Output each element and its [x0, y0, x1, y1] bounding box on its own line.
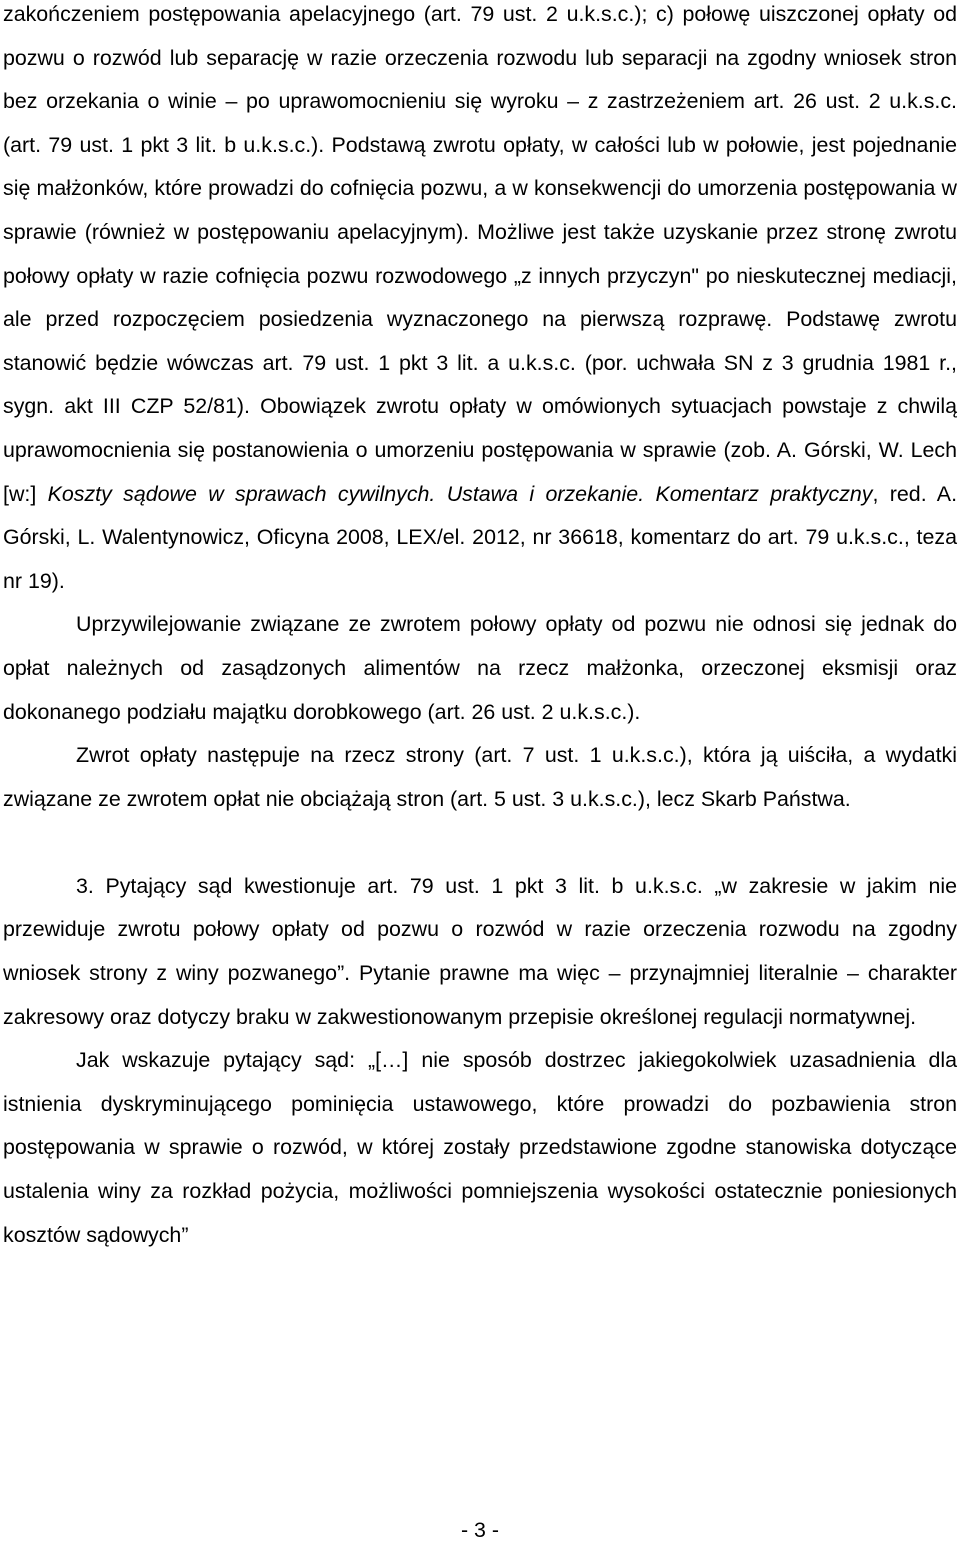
- page-number: - 3 -: [460, 1518, 500, 1542]
- paragraph-court-quote: Jak wskazuje pytający sąd: „[…] nie sposób dostrzec jakiegokolwiek uzasadnienia dla istnienia dyskryminującego pominięcia ustawowego, które prowadzi do pozbawienia stron postępowania w sprawie o rozwód, w której zostały przedstawione zgodne stanowiska dotyczące ustalenia winy za rozkład pożycia, możliwości pomniejszenia wysokości ostatecznie poniesionych kosztów sądowych”: [3, 1048, 957, 1247]
- paragraph-privilege: Uprzywilejowanie związane ze zwrotem połowy opłaty od pozwu nie odnosi się jednak do opłat należnych od zasądzonych alimentów na rzecz małżonka, orzeczonej eksmisji oraz dokonanego podziału majątku dorobkowego (art. 26 ust. 2 u.k.s.c.).: [3, 612, 957, 724]
- paragraph-refund-rules: [3, 0, 957, 603]
- paragraph-refund-recipient: Zwrot opłaty następuje na rzecz strony (art. 7 ust. 1 u.k.s.c.), która ją uiściła, a wydatki związane ze zwrotem opłat nie obciążają stron (art. 5 ust. 3 u.k.s.c.), lecz Skarb Państwa.: [3, 743, 957, 811]
- paragraph-text: zakończeniem postępowania apelacyjnego (art. 79 ust. 2 u.k.s.c.); c) połowę uiszczonej opłaty od pozwu o rozwód lub separację w razie orzeczenia rozwodu lub separacji na zgodny wniosek stron bez orzekania o winie – po uprawomocnieniu się wyroku – z zastrzeżeniem art. 26 ust. 2 u.k.s.c. (art. 79 ust. 1 pkt 3 lit. b u.k.s.c.). Podstawą zwrotu opłaty, w całości lub w połowie, jest pojednanie się małżonków, które prowadzi do cofnięcia pozwu, a w konsekwencji do umorzenia postępowania w sprawie (również w postępowaniu apelacyjnym). Możliwe jest także uzyskanie przez stronę zwrotu połowy opłaty w razie cofnięcia pozwu rozwodowego „z innych przyczyn" po nieskutecznej mediacji, ale przed rozpoczęciem posiedzenia wyznaczonego na pierwszą rozprawę. Podstawę zwrotu stanowić będzie wówczas art. 79 ust. 1 pkt 3 lit. a u.k.s.c. (por. uchwała SN z 3 grudnia 1981 r., sygn. akt III CZP 52/81). Obowiązek zwrotu opłaty w omówionych sytuacjach powstaje z chwilą uprawomocnienia się postanowienia o umorzeniu postępowania w sprawie (zob. A. Górski, W. Lech [w:]: [3, 2, 957, 506]
- document-page: [3, 0, 957, 1543]
- document-body: [3, 0, 957, 1257]
- paragraph-text: , red. A. Górski, L. Walentynowicz, Oficyna 2008, LEX/el. 2012, nr 36618, komentarz do art. 79 u.k.s.c., teza nr 19).: [3, 481, 958, 593]
- citation-title-italic: Koszty sądowe w sprawach cywilnych. Ustawa i orzekanie. Komentarz praktyczny: [47, 481, 873, 506]
- paragraph-question-scope: 3. Pytający sąd kwestionuje art. 79 ust. 1 pkt 3 lit. b u.k.s.c. „w zakresie w jakim nie przewiduje zwrotu połowy opłaty od pozwu o rozwód w razie orzeczenia rozwodu na zgodny wniosek strony z winy pozwanego”. Pytanie prawne ma więc – przynajmniej literalnie – charakter zakresowy oraz dotyczy braku w zakwestionowanym przepisie określonej regulacji normatywnej.: [3, 873, 957, 1029]
